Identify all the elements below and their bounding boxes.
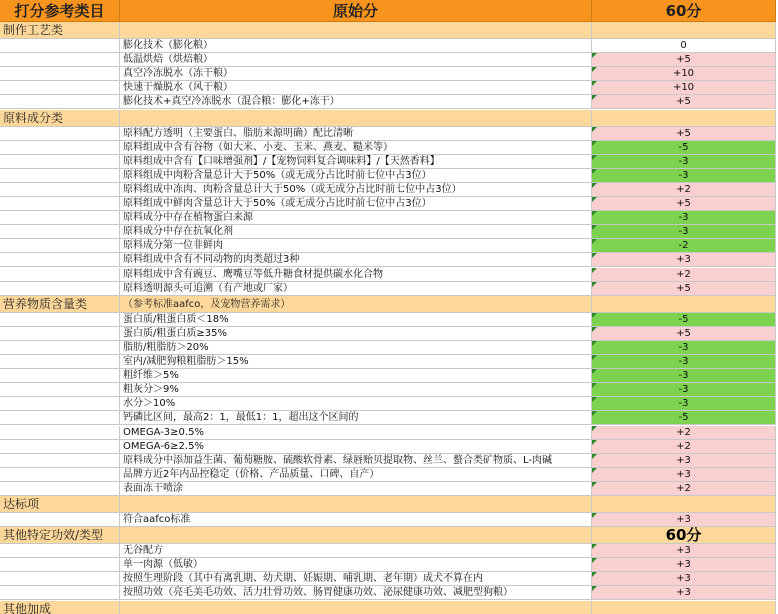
header-category[interactable]: 打分参考类目 <box>0 0 120 22</box>
table-row <box>0 169 778 183</box>
header-row <box>0 0 778 22</box>
table-row <box>0 268 778 282</box>
empty-category-cell[interactable] <box>0 169 120 183</box>
formula-marker-icon <box>592 558 597 563</box>
empty-category-cell[interactable] <box>0 39 120 53</box>
score-value: -3 <box>678 155 689 167</box>
formula-marker-icon <box>592 411 597 416</box>
criterion-cell[interactable]: 原料组成中鲜肉含量总计大于50%（或无成分占比时前七位中占3位） <box>120 197 592 211</box>
empty-category-cell[interactable] <box>0 67 120 81</box>
criterion-cell[interactable]: OMEGA-6≥2.5% <box>120 440 592 454</box>
empty-category-cell[interactable] <box>0 586 120 600</box>
criterion-cell[interactable]: 品牌方近2年内品控稳定（价格、产品质量、口碑、自产） <box>120 468 592 482</box>
empty-category-cell[interactable] <box>0 253 120 267</box>
table-row <box>0 141 778 155</box>
criterion-cell[interactable]: 膨化技术（膨化粮） <box>120 39 592 53</box>
formula-marker-icon <box>592 369 597 374</box>
empty-category-cell[interactable] <box>0 211 120 225</box>
empty-category-cell[interactable] <box>0 155 120 169</box>
criterion-cell[interactable]: 真空冷冻脱水（冻干粮） <box>120 67 592 81</box>
category-title[interactable]: 原料成分类 <box>0 110 120 127</box>
table-row <box>0 225 778 239</box>
criterion-cell[interactable]: OMEGA-3≥0.5% <box>120 426 592 440</box>
empty-category-cell[interactable] <box>0 482 120 496</box>
empty-category-cell[interactable] <box>0 268 120 282</box>
score-value: +3 <box>676 454 691 466</box>
score-cell[interactable] <box>592 411 776 425</box>
formula-marker-icon <box>592 67 597 72</box>
score-cell[interactable] <box>592 141 776 155</box>
empty-category-cell[interactable] <box>0 141 120 155</box>
category-score-cell[interactable] <box>592 296 776 313</box>
empty-category-cell[interactable] <box>0 341 120 355</box>
score-value: +3 <box>676 587 691 599</box>
empty-category-cell[interactable] <box>0 440 120 454</box>
score-cell[interactable] <box>592 67 776 81</box>
table-row <box>0 282 778 296</box>
score-value: +5 <box>676 198 691 209</box>
score-cell[interactable] <box>592 327 776 341</box>
criterion-cell[interactable]: 按照功效（亮毛美毛功效、活力壮骨功效、肠胃健康功效、泌尿健康功效、减肥型狗粮） <box>120 586 592 600</box>
score-value: -5 <box>678 141 689 153</box>
category-note[interactable] <box>120 601 592 614</box>
criterion-cell[interactable]: 原料组成中含有不同动物的肉类超过3种 <box>120 253 592 267</box>
score-value: -3 <box>678 370 689 382</box>
category-note[interactable] <box>120 110 592 127</box>
table-row <box>0 39 778 53</box>
category-row <box>0 601 778 614</box>
formula-marker-icon <box>592 268 597 273</box>
formula-marker-icon <box>592 355 597 360</box>
category-title[interactable]: 其他特定功效/类型 <box>0 527 120 544</box>
table-row <box>0 127 778 141</box>
empty-category-cell[interactable] <box>0 426 120 440</box>
criterion-cell[interactable]: 符合aafco标准 <box>120 513 592 527</box>
formula-marker-icon <box>592 440 597 445</box>
score-value: -3 <box>678 356 689 367</box>
score-cell[interactable] <box>592 239 776 253</box>
score-cell[interactable] <box>592 155 776 169</box>
header-raw-score[interactable]: 原始分 <box>120 0 592 22</box>
criterion-cell[interactable]: 原料成分中添加益生菌、葡萄糖胺、硫酸软骨素、绿唇贻贝提取物、丝兰、螯合类矿物质、L-肉碱 <box>120 454 592 468</box>
table-row <box>0 383 778 397</box>
score-cell[interactable] <box>592 482 776 496</box>
table-row <box>0 544 778 558</box>
criterion-cell[interactable]: 膨化技术+真空冷冻脱水（混合粮：膨化+冻干） <box>120 95 592 109</box>
category-note[interactable]: （参考标准aafco，及宠物营养需求） <box>120 296 592 313</box>
score-value: +3 <box>676 559 691 571</box>
table-row <box>0 313 778 327</box>
table-row <box>0 426 778 440</box>
table-row <box>0 355 778 369</box>
formula-marker-icon <box>592 95 597 100</box>
empty-category-cell[interactable] <box>0 53 120 67</box>
score-value: +3 <box>676 573 691 585</box>
category-row <box>0 110 778 127</box>
criterion-cell[interactable]: 原料透明源头可追溯（有产地或厂家） <box>120 282 592 296</box>
table-row <box>0 327 778 341</box>
criterion-cell[interactable]: 蛋白质/粗蛋白质＜18% <box>120 313 592 327</box>
table-row <box>0 440 778 454</box>
score-cell[interactable] <box>592 572 776 586</box>
criterion-cell[interactable]: 水分＞10% <box>120 397 592 411</box>
formula-marker-icon <box>592 53 597 58</box>
empty-category-cell[interactable] <box>0 81 120 95</box>
criterion-cell[interactable]: 原料组成中含有豌豆、鹰嘴豆等低升糖食材提供碳水化合物 <box>120 268 592 282</box>
score-value: +3 <box>676 468 691 480</box>
score-value: +5 <box>676 54 691 66</box>
score-value: -5 <box>678 313 689 325</box>
score-value: +10 <box>672 82 695 94</box>
table-row <box>0 454 778 468</box>
table-row <box>0 586 778 600</box>
category-row <box>0 22 778 39</box>
score-cell[interactable] <box>592 211 776 225</box>
category-row <box>0 496 778 513</box>
empty-category-cell[interactable] <box>0 327 120 341</box>
score-cell[interactable] <box>592 383 776 397</box>
category-note[interactable] <box>120 496 592 513</box>
score-value: -2 <box>678 240 689 252</box>
empty-category-cell[interactable] <box>0 95 120 109</box>
score-cell[interactable] <box>592 313 776 327</box>
score-value: +2 <box>676 440 691 452</box>
formula-marker-icon <box>592 282 597 287</box>
table-row <box>0 513 778 527</box>
criterion-cell[interactable]: 粗纤维＞5% <box>120 369 592 383</box>
score-value: +2 <box>676 268 691 280</box>
table-row <box>0 239 778 253</box>
empty-category-cell[interactable] <box>0 468 120 482</box>
score-value: 0 <box>680 40 687 51</box>
category-title[interactable]: 营养物质含量类 <box>0 296 120 313</box>
empty-category-cell[interactable] <box>0 225 120 239</box>
criterion-cell[interactable]: 室内/减肥狗粮粗脂肪＞15% <box>120 355 592 369</box>
formula-marker-icon <box>592 169 597 174</box>
formula-marker-icon <box>592 397 597 402</box>
category-title[interactable]: 制作工艺类 <box>0 22 120 39</box>
category-note[interactable] <box>120 527 592 544</box>
criterion-cell[interactable]: 原料成分第一位非鲜肉 <box>120 239 592 253</box>
criterion-cell[interactable]: 原料成分中存在抗氧化剂 <box>120 225 592 239</box>
empty-category-cell[interactable] <box>0 282 120 296</box>
table-row <box>0 572 778 586</box>
empty-category-cell[interactable] <box>0 355 120 369</box>
score-cell[interactable] <box>592 95 776 109</box>
category-row <box>0 527 778 544</box>
score-cell[interactable] <box>592 440 776 454</box>
table-row <box>0 53 778 67</box>
score-value: +5 <box>676 96 691 108</box>
criterion-cell[interactable]: 蛋白质/粗蛋白质≥35% <box>120 327 592 341</box>
formula-marker-icon <box>592 327 597 332</box>
score-cell[interactable] <box>592 53 776 67</box>
table-row <box>0 253 778 267</box>
criterion-cell[interactable]: 单一肉源（低敏） <box>120 558 592 572</box>
formula-marker-icon <box>592 341 597 346</box>
empty-category-cell[interactable] <box>0 411 120 425</box>
empty-category-cell[interactable] <box>0 383 120 397</box>
empty-category-cell[interactable] <box>0 572 120 586</box>
category-score-cell[interactable]: 60分 <box>592 527 776 544</box>
formula-marker-icon <box>592 81 597 86</box>
score-cell[interactable] <box>592 355 776 369</box>
category-title[interactable]: 达标项 <box>0 496 120 513</box>
formula-marker-icon <box>592 586 597 591</box>
score-cell[interactable] <box>592 558 776 572</box>
empty-category-cell[interactable] <box>0 513 120 527</box>
formula-marker-icon <box>592 225 597 230</box>
criterion-cell[interactable]: 低温烘焙（烘焙粮） <box>120 53 592 67</box>
criterion-cell[interactable]: 快速干燥脱水（风干粮） <box>120 81 592 95</box>
score-cell[interactable] <box>592 127 776 141</box>
score-cell[interactable] <box>592 39 776 53</box>
table-row <box>0 468 778 482</box>
score-cell[interactable] <box>592 282 776 296</box>
criterion-cell[interactable]: 原料组成中肉粉含量总计大于50%（或无成分占比时前七位中占3位） <box>120 169 592 183</box>
formula-marker-icon <box>592 468 597 473</box>
score-cell[interactable] <box>592 586 776 600</box>
empty-category-cell[interactable] <box>0 313 120 327</box>
score-value: +5 <box>676 327 691 339</box>
formula-marker-icon <box>592 544 597 549</box>
score-value: -3 <box>678 169 689 181</box>
table-row <box>0 397 778 411</box>
formula-marker-icon <box>592 313 597 318</box>
score-cell[interactable] <box>592 253 776 267</box>
formula-marker-icon <box>592 183 597 188</box>
score-cell[interactable] <box>592 454 776 468</box>
table-row <box>0 95 778 109</box>
table-row <box>0 81 778 95</box>
table-row <box>0 197 778 211</box>
score-cell[interactable] <box>592 468 776 482</box>
empty-category-cell[interactable] <box>0 183 120 197</box>
score-cell[interactable] <box>592 225 776 239</box>
criterion-cell[interactable]: 原料配方透明（主要蛋白、脂肪来源明确）配比清晰 <box>120 127 592 141</box>
empty-category-cell[interactable] <box>0 397 120 411</box>
score-value: +2 <box>676 426 691 438</box>
empty-category-cell[interactable] <box>0 558 120 572</box>
formula-marker-icon <box>592 572 597 577</box>
score-value: +5 <box>676 282 691 294</box>
formula-marker-icon <box>592 426 597 431</box>
empty-category-cell[interactable] <box>0 454 120 468</box>
formula-marker-icon <box>592 141 597 146</box>
criterion-cell[interactable]: 原料组成中含有【口味增强剂】/【宠物饲料复合调味料】/【天然香料】 <box>120 155 592 169</box>
category-score-cell[interactable] <box>592 22 776 39</box>
score-value: -3 <box>678 341 689 353</box>
formula-marker-icon <box>592 239 597 244</box>
formula-marker-icon <box>592 383 597 388</box>
score-value: -3 <box>678 212 689 224</box>
table-row <box>0 482 778 496</box>
formula-marker-icon <box>592 127 597 132</box>
criterion-cell[interactable]: 原料组成中冻肉、肉粉含量总计大于50%（或无成分占比时前七位中占3位） <box>120 183 592 197</box>
table-row <box>0 369 778 383</box>
score-cell[interactable] <box>592 268 776 282</box>
empty-category-cell[interactable] <box>0 369 120 383</box>
score-cell[interactable] <box>592 197 776 211</box>
score-cell[interactable] <box>592 369 776 383</box>
formula-marker-icon <box>592 253 597 258</box>
category-score-cell[interactable] <box>592 601 776 614</box>
formula-marker-icon <box>592 513 597 518</box>
criterion-cell[interactable]: 按照生理阶段（其中有离乳期、幼犬期、妊娠期、哺乳期、老年期）成犬不算在内 <box>120 572 592 586</box>
score-value: -5 <box>678 412 689 424</box>
category-score-cell[interactable] <box>592 496 776 513</box>
score-cell[interactable] <box>592 426 776 440</box>
score-cell[interactable] <box>592 341 776 355</box>
criterion-cell[interactable]: 钙磷比区间，最高2：1，最低1：1，超出这个区间的 <box>120 411 592 425</box>
table-row <box>0 411 778 425</box>
score-cell[interactable] <box>592 397 776 411</box>
formula-marker-icon <box>592 211 597 216</box>
empty-category-cell[interactable] <box>0 239 120 253</box>
criterion-cell[interactable]: 粗灰分＞9% <box>120 383 592 397</box>
table-row <box>0 558 778 572</box>
formula-marker-icon <box>592 197 597 202</box>
criterion-cell[interactable]: 表面冻干喷涂 <box>120 482 592 496</box>
category-score-cell[interactable] <box>592 110 776 127</box>
criterion-cell[interactable]: 原料成分中存在植物蛋白来源 <box>120 211 592 225</box>
formula-marker-icon <box>592 482 597 487</box>
category-row <box>0 296 778 313</box>
score-cell[interactable] <box>592 183 776 197</box>
table-row <box>0 155 778 169</box>
score-value: +2 <box>676 183 691 195</box>
empty-category-cell[interactable] <box>0 197 120 211</box>
criterion-cell[interactable]: 原料组成中含有谷物（如大米、小麦、玉米、燕麦、糙米等） <box>120 141 592 155</box>
score-value: +2 <box>676 482 691 494</box>
formula-marker-icon <box>592 454 597 459</box>
category-title[interactable]: 其他加成 <box>0 601 120 614</box>
criterion-cell[interactable]: 无谷配方 <box>120 544 592 558</box>
formula-marker-icon <box>592 155 597 160</box>
table-row <box>0 183 778 197</box>
empty-category-cell[interactable] <box>0 127 120 141</box>
score-value: -3 <box>678 398 689 410</box>
score-value: -3 <box>678 226 689 238</box>
score-cell[interactable] <box>592 169 776 183</box>
table-row <box>0 211 778 225</box>
criterion-cell[interactable]: 脂肪/粗脂肪＞20% <box>120 341 592 355</box>
score-cell[interactable] <box>592 513 776 527</box>
category-note[interactable] <box>120 22 592 39</box>
score-cell[interactable] <box>592 544 776 558</box>
score-value: +3 <box>676 514 691 525</box>
score-value: +5 <box>676 127 691 139</box>
score-value: +10 <box>672 68 695 80</box>
score-value: +3 <box>676 545 691 557</box>
empty-category-cell[interactable] <box>0 544 120 558</box>
score-cell[interactable] <box>592 81 776 95</box>
table-row <box>0 341 778 355</box>
score-value: +3 <box>676 254 691 266</box>
table-row <box>0 67 778 81</box>
score-value: -3 <box>678 384 689 396</box>
header-60-score[interactable]: 60分 <box>592 0 776 22</box>
